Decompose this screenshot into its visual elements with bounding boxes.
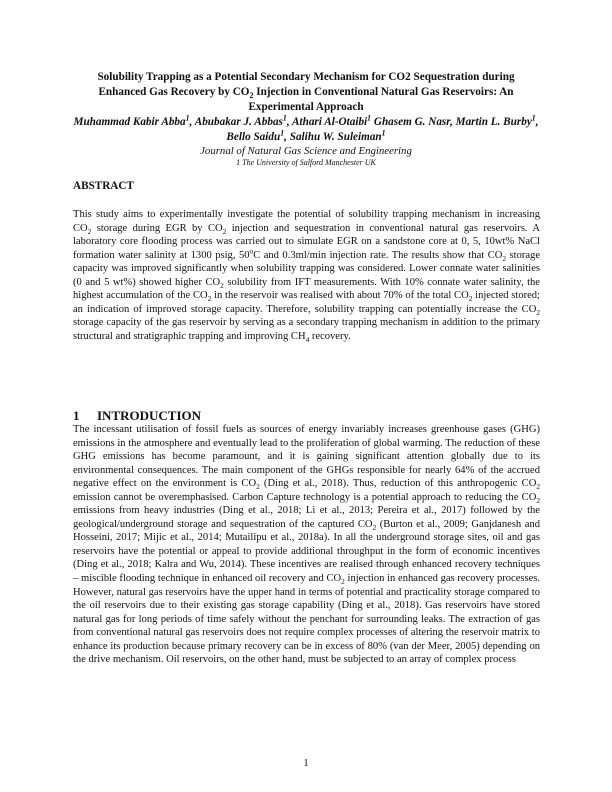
author-name: Bello Saidu	[226, 131, 281, 143]
author-affiliation-mark: 1	[185, 113, 190, 123]
journal-name: Journal of Natural Gas Science and Engineering	[200, 145, 412, 157]
section-title: INTRODUCTION	[97, 408, 202, 423]
abstract-heading: ABSTRACT	[73, 180, 134, 192]
introduction-heading	[73, 408, 201, 424]
author-affiliation-mark: 1	[531, 113, 536, 123]
author-name: Muhammad Kabir Abba	[73, 116, 186, 128]
page-number: 1	[303, 758, 309, 769]
title-line-1: Solubility Trapping as a Potential Secondary Mechanism for CO2 Sequestration during	[97, 71, 515, 83]
author-affiliation-mark: 1	[282, 113, 287, 123]
author-name: Martin L. Burby	[455, 116, 532, 128]
abstract-text: This study aims to experimentally investigate the potential of solubility trapping mechanism in increasing $CO_2$ storage during EGR by $CO_2$ injection and sequestration in conventional natural gas reservoirs. A laboratory core flooding process was carried out to simulate EGR on a sandstone core at 0, 5, 10wt% NaCl formation water salinity at 1300 psig, 50$^o$C and 0.3ml/min injection rate. The results show that $CO_2$ storage capacity was improved significantly when solubility trapping was considered. Lower connate water salinities (0 and 5 wt%) showed higher $CO_2$ solubility from IFT measurements. With 10% connate water salinity, the highest accumulation of the $CO_2$ in the reservoir was realised with about 70% of the total $CO_2$ injected stored; an indication of improved storage capacity. Therefore, solubility trapping can potentially increase the $CO_2$ storage capacity of the gas reservoir by serving as a secondary trapping mechanism in addition to the primary structural and stratigraphic trapping and improving $CH_4$ recovery.	[73, 209, 540, 344]
author-affiliation-mark: 1	[367, 113, 372, 123]
paper-title	[62, 70, 550, 115]
introduction-text: The incessant utilisation of fossil fuels as sources of energy invariably increases greenhouse gases (GHG) emissions in the atmosphere and eventually lead to the proliferation of global warming. The reduction of these GHG emissions has become paramount, and it is gaining significant attention globally due to its environmental consequences. The main component of the GHGs responsible for nearly 64% of the accrued negative effect on the environment is $CO_2$ (Ding et al., 2018). Thus, reduction of this anthropogenic $CO_2$ emission cannot be overemphasised. Carbon Capture technology is a potential approach to reducing the $CO_2$ emissions from heavy industries (Ding et al., 2018; Li et al., 2013; Pereira et al., 2017) followed by the geological/underground storage and sequestration of the captured $CO_2$ (Burton et al., 2009; Ganjdanesh and Hosseini, 2017; Mijic et al., 2014; Mutailipu et al., 2018a). In all the underground storage sites, oil and gas reservoirs have the potential or appeal to provide additional throughput in the form of economic incentives (Ding et al., 2018; Kalra and Wu, 2014). These incentives are realised through enhanced recovery techniques – miscible flooding technique in enhanced oil recovery and $CO_2$ injection in enhanced gas recovery processes. However, natural gas reservoirs have the upper hand in terms of potential and practicality storage compared to the oil reservoirs due to their existing gas storage capability (Ding et al., 2018). Gas reservoirs have stored natural gas for long periods of time safely without the penchant for surrounding leaks. The extraction of gas from conventional natural gas reservoirs does not require complex processes of altering the reservoir matrix to enhance its production because primary recovery can be in excess of 80% (van der Meer, 2005) depending on the drive mechanism. Oil reservoirs, on the other hand, must be subjected to an array of complex process	[73, 424, 541, 666]
author-list: Muhammad Kabir Abba$^1$, Abubakar J. Abbas$^1$, Athari Al-Otaibi$^1$ Ghasem G. Nasr, Martin L. Burby$^1$, Bello Saidu$^1$, Salihu W. Suleiman$^1$	[73, 113, 539, 143]
author-affiliation-mark: 1	[280, 128, 285, 138]
author-affiliation-mark: 1	[381, 128, 386, 138]
title-line-3: Experimental Approach	[248, 101, 364, 113]
author-name: Athari Al-Otaibi	[292, 116, 368, 128]
section-number: 1	[73, 408, 80, 423]
author-name: Ghasem G. Nasr	[373, 116, 451, 128]
affiliation: 1 The University of Salford Manchester UK	[236, 158, 376, 167]
author-name: Abubakar J. Abbas	[194, 116, 283, 128]
author-name: Salihu W. Suleiman	[289, 131, 382, 143]
title-line-2: Enhanced Gas Recovery by $CO_2$ Injection in Conventional Natural Gas Reservoirs: An	[98, 86, 514, 101]
